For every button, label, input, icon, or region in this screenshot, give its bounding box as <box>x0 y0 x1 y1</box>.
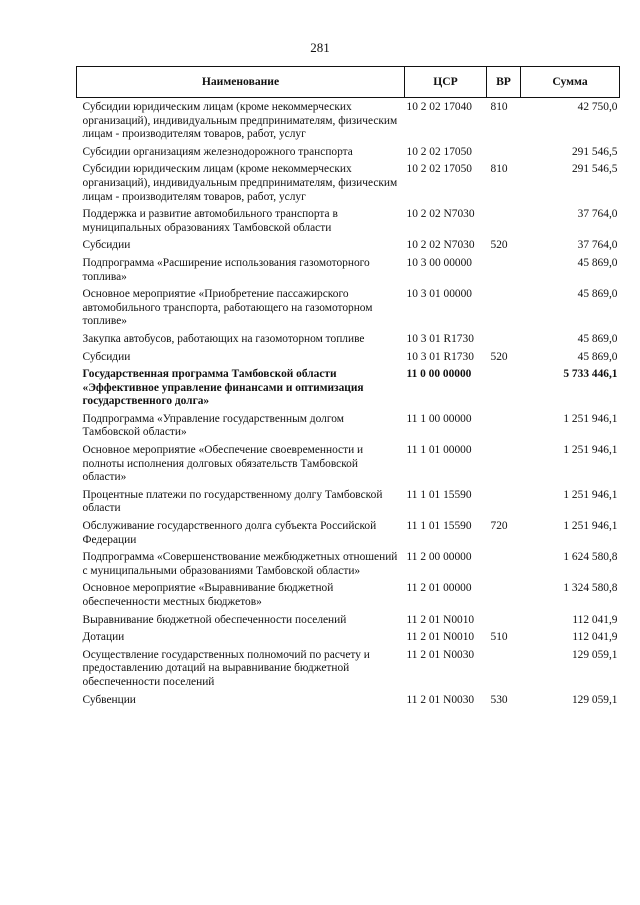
row-sum-cell: 45 869,0 <box>577 332 618 345</box>
row-sum-cell: 1 251 946,1 <box>563 412 618 425</box>
row-vr-cell: 810 <box>490 163 508 176</box>
row-csr-cell: 11 2 01 N0010 <box>406 613 475 626</box>
row-csr-cell: 11 2 00 00000 <box>406 551 472 564</box>
row-sum-cell: 45 869,0 <box>577 350 618 363</box>
row-sum-cell: 129 059,1 <box>571 648 618 661</box>
row-name-cell: Закупка автобусов, работающих на газомоторном топливе <box>82 332 365 345</box>
row-csr-cell: 11 2 01 00000 <box>406 582 472 595</box>
table-row <box>77 351 620 369</box>
row-sum-cell: 1 251 946,1 <box>563 520 618 533</box>
row-name-cell: Основное мероприятие «Выравнивание бюджетной обеспеченности местных бюджетов» <box>82 582 334 608</box>
table-row <box>77 649 620 694</box>
row-name-cell: Субсидии <box>82 350 131 363</box>
row-csr-cell: 10 2 02 N7030 <box>406 239 475 252</box>
row-vr-cell <box>487 368 521 413</box>
table-row <box>77 614 620 632</box>
table-row <box>77 520 620 551</box>
page-number: 281 <box>310 40 330 55</box>
table-row <box>77 163 620 208</box>
row-sum-cell: 45 869,0 <box>577 288 618 301</box>
row-sum-cell: 129 059,1 <box>571 693 618 706</box>
row-csr-cell: 11 1 00 00000 <box>406 412 472 425</box>
row-name-cell: Основное мероприятие «Обеспечение своевременности и полноты исполнения долговых обязательств Тамбовской области» <box>82 444 364 484</box>
table-row <box>77 257 620 288</box>
row-name-cell: Дотации <box>82 631 125 644</box>
row-vr-cell: 520 <box>490 350 508 363</box>
row-csr-cell: 10 2 02 N7030 <box>406 208 475 221</box>
table-row <box>77 694 620 712</box>
table-row <box>77 208 620 239</box>
row-name-cell: Субсидии юридическим лицам (кроме некоммерческих организаций), индивидуальным предпринимателям, физическим лицам - производителям товаров, работ, услуг <box>82 163 398 203</box>
row-vr-cell <box>487 614 521 632</box>
table-body <box>77 98 620 712</box>
row-vr-cell <box>487 551 521 582</box>
row-name-cell: Подпрограмма «Управление государственным долгом Тамбовской области» <box>82 412 344 439</box>
table-row <box>77 631 620 649</box>
row-vr-cell <box>487 444 521 489</box>
row-name-cell: Субвенции <box>82 693 136 706</box>
row-name-cell: Субсидии <box>82 239 131 252</box>
row-vr-cell <box>487 257 521 288</box>
table-row <box>77 239 620 257</box>
row-name-cell: Поддержка и развитие автомобильного транспорта в муниципальных образованиях Тамбовской области <box>82 208 338 234</box>
row-csr-cell: 10 3 01 R1730 <box>406 332 474 345</box>
column-header-sum: Сумма <box>521 67 620 98</box>
row-name-cell: Субсидии юридическим лицам (кроме некоммерческих организаций), индивидуальным предпринимателям, физическим лицам - производителям товаров, работ, услуг <box>82 101 398 141</box>
column-header-csr: ЦСР <box>405 67 487 98</box>
table-row <box>77 288 620 333</box>
row-csr-cell: 11 0 00 00000 <box>406 368 472 381</box>
table-row <box>77 444 620 489</box>
row-vr-cell <box>487 649 521 694</box>
row-sum-cell: 1 251 946,1 <box>563 488 618 501</box>
row-vr-cell <box>487 413 521 444</box>
table-row <box>77 489 620 520</box>
row-csr-cell: 11 2 01 N0030 <box>406 693 475 706</box>
row-vr-cell: 510 <box>490 631 508 644</box>
row-csr-cell: 10 2 02 17050 <box>406 163 472 176</box>
row-name-cell: Выравнивание бюджетной обеспеченности поселений <box>82 613 347 626</box>
row-name-cell: Обслуживание государственного долга субъекта Российской Федерации <box>82 520 377 546</box>
row-vr-cell: 810 <box>490 101 508 113</box>
row-vr-cell <box>487 333 521 351</box>
row-vr-cell: 520 <box>490 239 508 252</box>
row-csr-cell: 11 1 01 00000 <box>406 444 472 457</box>
row-sum-cell: 37 764,0 <box>577 239 618 252</box>
row-vr-cell <box>487 489 521 520</box>
row-sum-cell: 291 546,5 <box>571 163 618 176</box>
row-sum-cell: 45 869,0 <box>577 256 618 269</box>
row-csr-cell: 11 1 01 15590 <box>406 488 472 501</box>
table-row <box>77 146 620 164</box>
table-row <box>77 582 620 613</box>
row-vr-cell <box>487 582 521 613</box>
row-sum-cell: 1 624 580,8 <box>563 551 618 564</box>
row-csr-cell: 10 3 01 00000 <box>406 288 472 301</box>
row-name-cell: Подпрограмма «Расширение использования газомоторного топлива» <box>82 256 370 283</box>
row-sum-cell: 42 750,0 <box>577 101 618 113</box>
row-vr-cell: 720 <box>490 520 508 533</box>
table-row <box>77 333 620 351</box>
row-sum-cell: 291 546,5 <box>571 145 618 158</box>
table-row <box>77 98 620 146</box>
row-name-cell: Субсидии организациям железнодорожного транспорта <box>82 145 353 158</box>
row-name-cell: Государственная программа Тамбовской области «Эффективное управление финансами и оптимизация государственного долга» <box>82 368 364 408</box>
row-vr-cell <box>487 288 521 333</box>
row-csr-cell: 10 2 02 17050 <box>406 145 472 158</box>
row-vr-cell <box>487 208 521 239</box>
column-header-vr: ВР <box>487 67 521 98</box>
row-name-cell: Основное мероприятие «Приобретение пассажирского автомобильного транспорта, работающего на газомоторном топливе» <box>82 288 373 328</box>
row-vr-cell <box>487 146 521 164</box>
row-name-cell: Осуществление государственных полномочий по расчету и предоставлению дотаций на выравнивание бюджетной обеспеченности поселений <box>82 648 370 688</box>
row-name-cell: Подпрограмма «Совершенствование межбюджетных отношений с муниципальными образованиями Тамбовской области» <box>82 551 398 577</box>
row-csr-cell: 11 2 01 N0010 <box>406 631 475 644</box>
budget-table <box>76 66 620 711</box>
row-sum-cell: 1 251 946,1 <box>563 444 618 457</box>
table-row <box>77 413 620 444</box>
row-sum-cell: 1 324 580,8 <box>563 582 618 595</box>
row-name-cell: Процентные платежи по государственному долгу Тамбовской области <box>82 488 383 515</box>
row-csr-cell: 11 1 01 15590 <box>406 520 472 533</box>
row-sum-cell: 5 733 446,1 <box>563 368 618 381</box>
row-csr-cell: 10 3 00 00000 <box>406 256 472 269</box>
row-sum-cell: 112 041,9 <box>572 631 618 644</box>
row-sum-cell: 37 764,0 <box>577 208 618 221</box>
table-row <box>77 551 620 582</box>
row-vr-cell: 530 <box>490 693 508 706</box>
row-csr-cell: 10 3 01 R1730 <box>406 350 474 363</box>
row-csr-cell: 11 2 01 N0030 <box>406 648 475 661</box>
table-header-row <box>77 67 620 98</box>
column-header-name: Наименование <box>77 67 405 98</box>
table-row <box>77 368 620 413</box>
row-csr-cell: 10 2 02 17040 <box>406 101 472 113</box>
row-sum-cell: 112 041,9 <box>572 613 618 626</box>
